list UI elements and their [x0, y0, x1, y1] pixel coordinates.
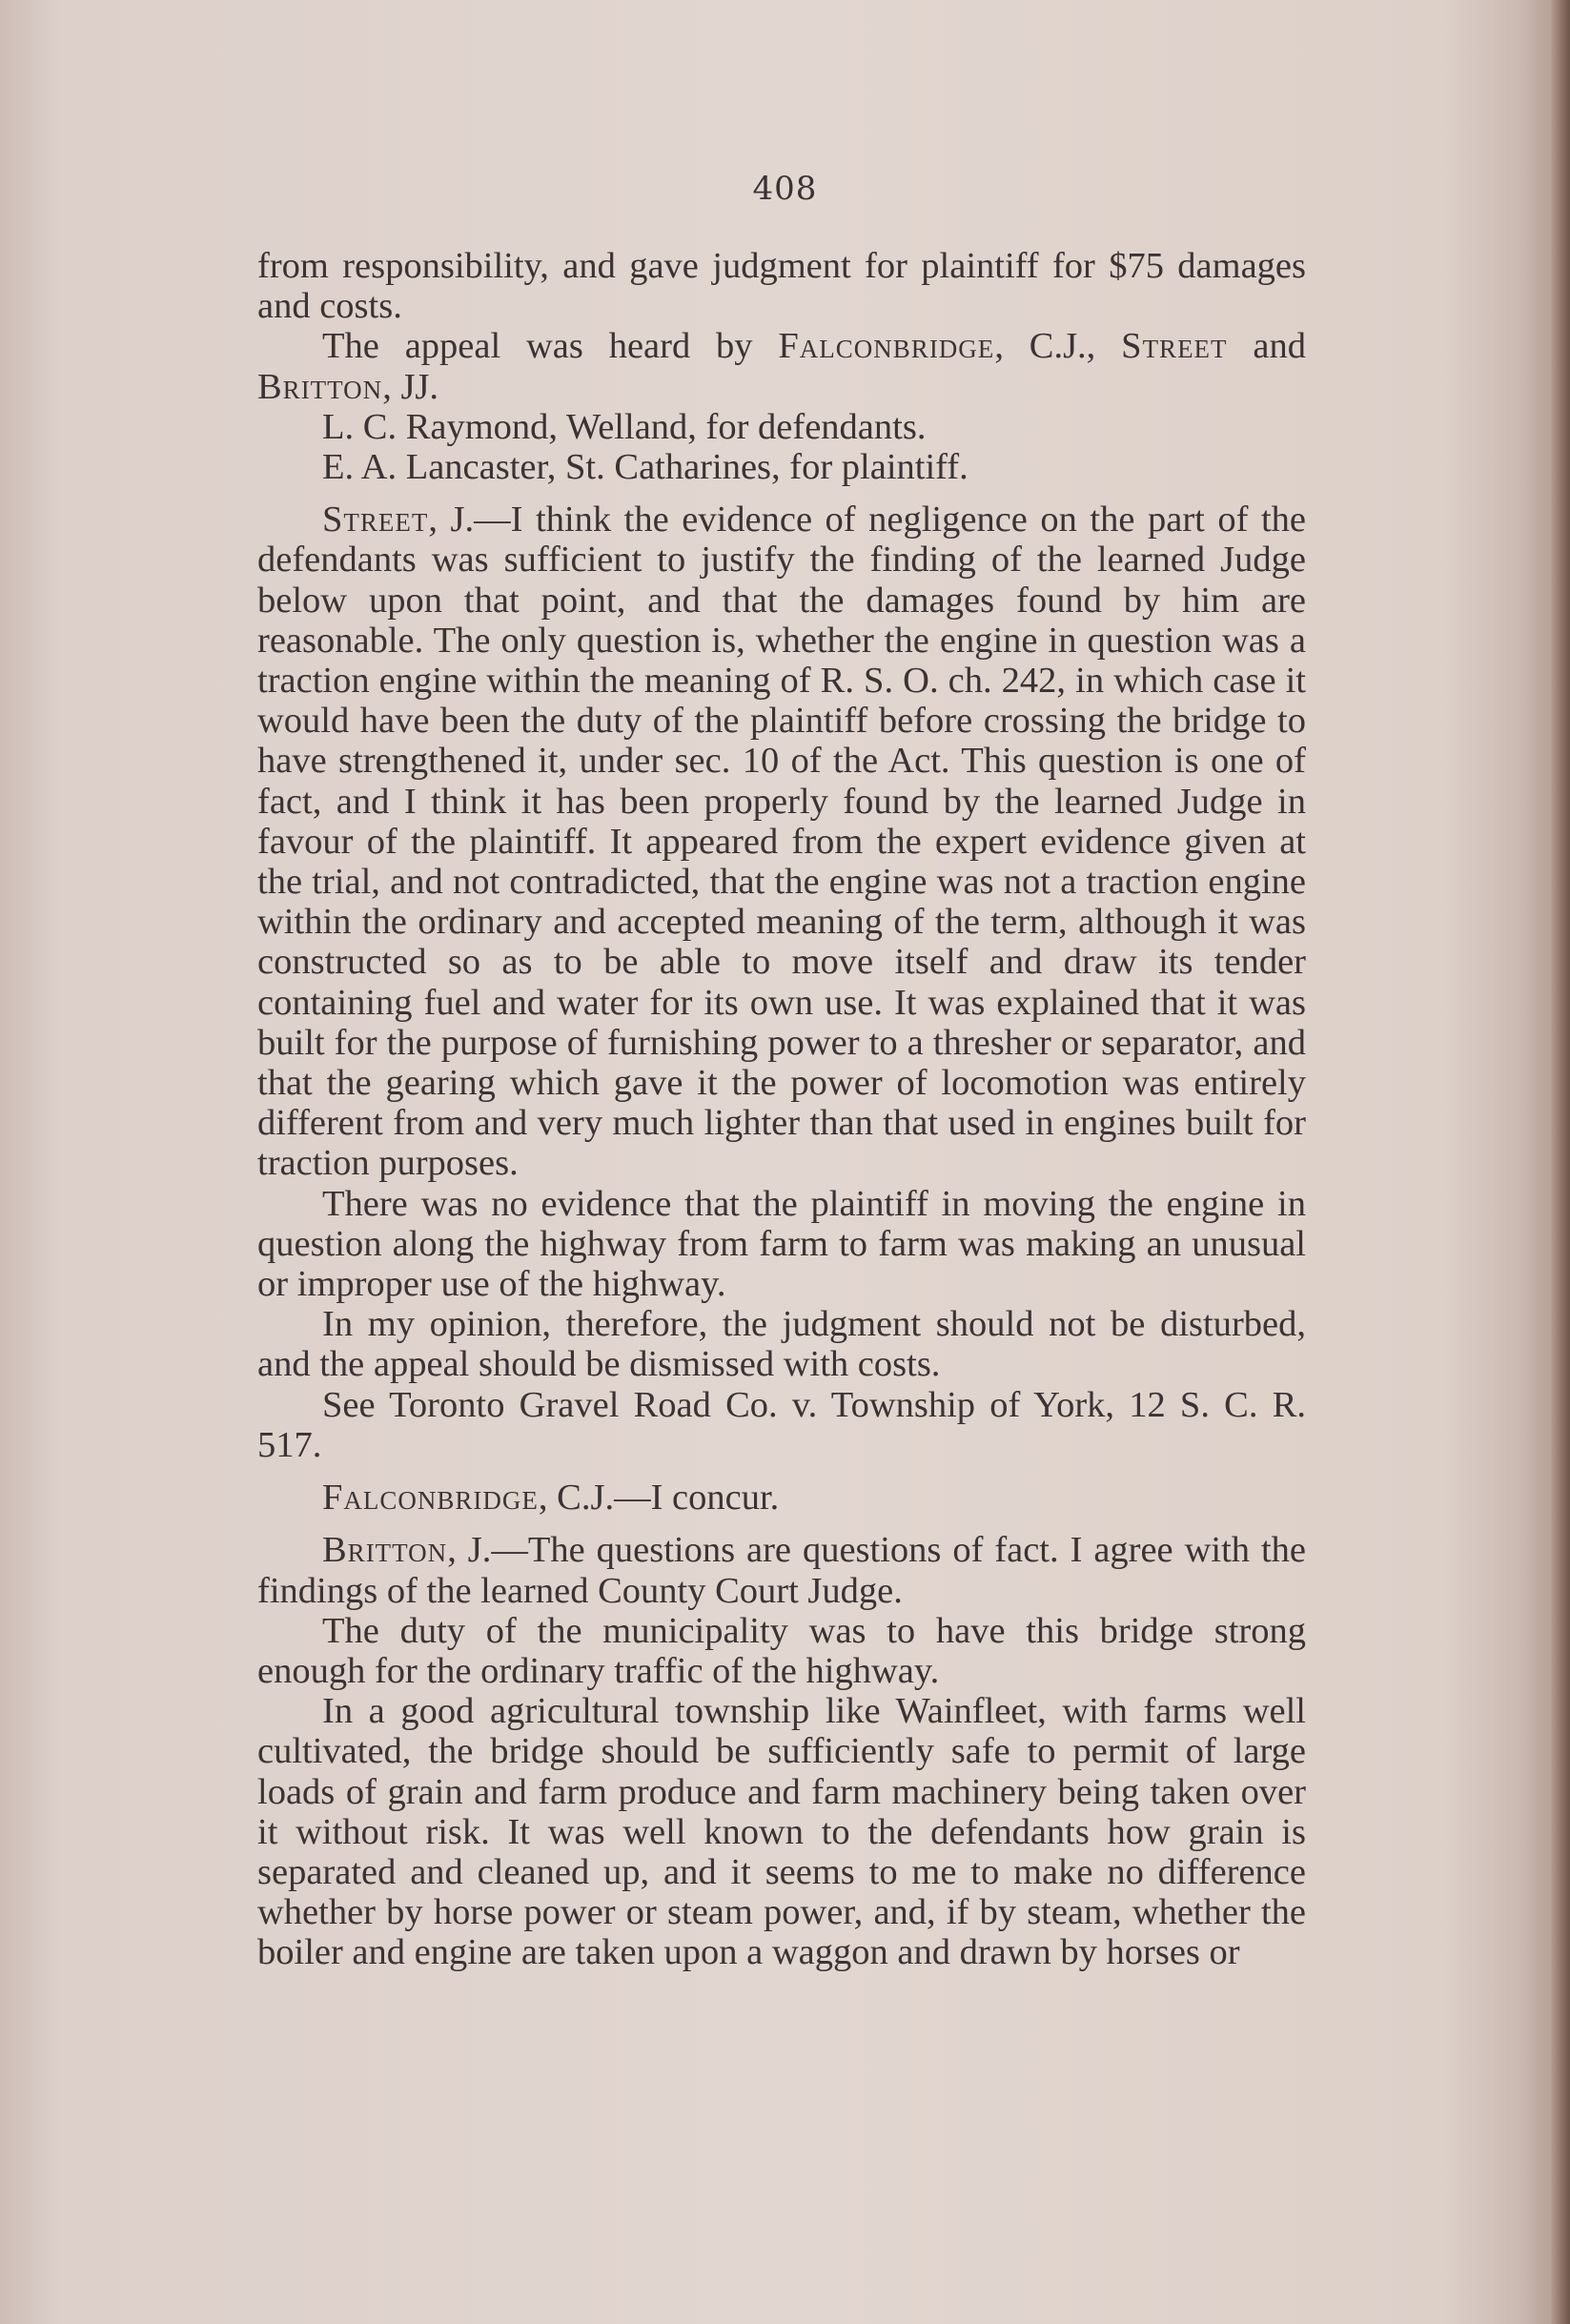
counsel-plaintiff: E. A. Lancaster, St. Catharines, for plaintiff.	[322, 447, 969, 488]
judge-name: Britton	[322, 1530, 448, 1571]
judge-name: Street	[322, 499, 429, 540]
paragraph-wainfleet: In a good agricultural township like Wainfleet, with farms well cultivated, the bridge should be sufficiently safe to permit of large loads of grain and farm produce and farm machinery being taken over it without risk. It was well known to the defendants how grain is separated and cleaned up, and it seems to me to make no difference whether by horse power or steam power, and, if by steam, whether the boiler and engine are taken upon a waggon and drawn by horses or	[257, 1691, 1306, 1973]
counsel-defendants: L. C. Raymond, Welland, for defendants.	[322, 406, 927, 447]
paragraph-no-evidence: There was no evidence that the plaintiff in moving the engine in question along the highway from farm to farm was making an unusual or improper use of the highway.	[257, 1183, 1306, 1305]
paragraph-judgment-summary: from responsibility, and gave judgment for plaintiff for $75 damages and costs.	[257, 246, 1306, 327]
paragraph-citation: See Toronto Gravel Road Co. v. Township of York, 12 S. C. R. 517.	[257, 1384, 1306, 1465]
page-number: 408	[752, 170, 818, 208]
judge-name: Falconbridge	[322, 1478, 539, 1519]
judge-name: Britton	[257, 366, 383, 407]
judge-name: Falconbridge	[778, 326, 995, 367]
judge-name: Street	[1121, 326, 1228, 367]
paragraph-falconbridge-concur: Falconbridge, C.J.—I concur.	[322, 1478, 780, 1519]
paragraph-municipality-duty: The duty of the municipality was to have this bridge strong enough for the ordinary traffic of the highway.	[257, 1610, 1306, 1691]
paragraph-opinion: In my opinion, therefore, the judgment should not be disturbed, and the appeal should be dismissed with costs.	[257, 1304, 1306, 1385]
book-binding-edge	[1549, 0, 1570, 2324]
paragraph-britton-opinion: Britton, J.—The questions are questions of fact. I agree with the findings of the learned County Court Judge.	[257, 1530, 1306, 1611]
paragraph-street-opinion: Street, J.—I think the evidence of negligence on the part of the defendants was sufficient to justify the finding of the learned Judge below upon that point, and that the damages found by him are reasonable. The only question is, whether the engine in question was a traction engine within the meaning of R. S. O. ch. 242, in which case it would have been the duty of the plaintiff before crossing the bridge to have strengthened it, under sec. 10 of the Act. This question is one of fact, and I think it has been properly found by the learned Judge in favour of the plaintiff. It appeared from the expert evidence given at the trial, and not contradicted, that the engine was not a traction engine within the ordinary and accepted meaning of the term, although it was constructed so as to be able to move itself and draw its tender containing fuel and water for its own use. It was explained that it was built for the purpose of furnishing power to a thresher or separator, and that the gearing which gave it the power of locomotion was entirely different from and very much lighter than that used in engines built for traction purposes.	[257, 499, 1306, 1184]
paragraph-appeal-heard: The appeal was heard by Falconbridge, C.J., Street and Britton, JJ.	[257, 326, 1306, 407]
page-body	[257, 246, 1306, 1973]
